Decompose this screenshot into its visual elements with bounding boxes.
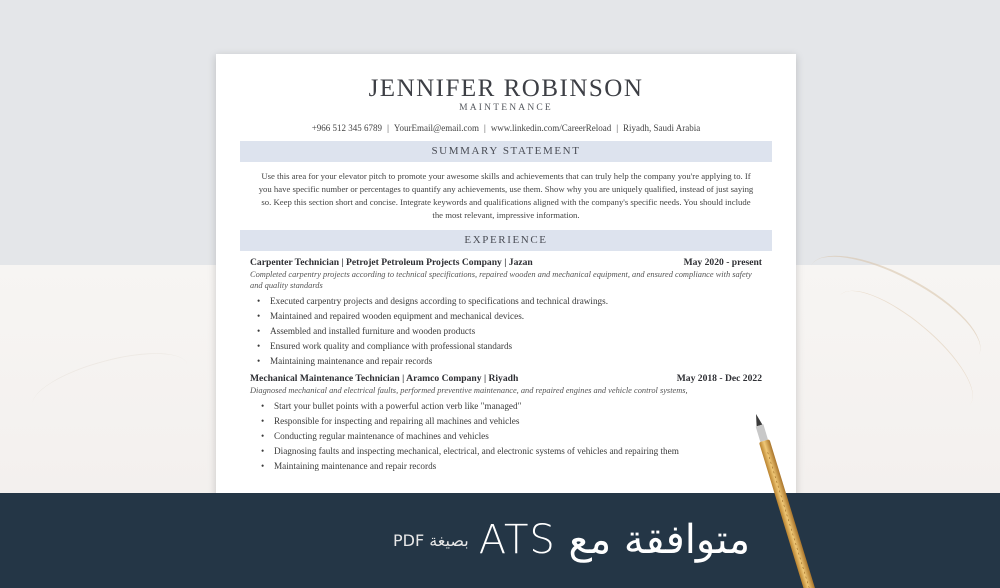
job-description: Completed carpentry projects according to technical specifications, repaired wooden and mechanical equipment, and ensured compliance with safety and quality standards xyxy=(250,270,752,290)
bullet-item: • Assembled and installed furniture and wooden products xyxy=(250,324,762,339)
contact-line xyxy=(240,123,772,133)
bullet-item: • Maintaining maintenance and repair records xyxy=(250,354,762,369)
banner-sub-text: بصيغة PDF xyxy=(392,530,469,550)
job-title: Mechanical Maintenance Technician | Aramco Company | Riyadh xyxy=(250,373,519,384)
job-description: Diagnosed mechanical and electrical faults, performed preventive maintenance, and repaired engines and vehicle control systems, xyxy=(250,386,688,395)
job-title: Carpenter Technician | Petrojet Petroleum Projects Company | Jazan xyxy=(250,257,533,268)
banner-text xyxy=(290,510,750,570)
summary-text: Use this area for your elevator pitch to promote your awesome skills and achievements that can truly help the company you're applying to. If you have specific number or percentages to quantify any achievements, use them. Show why you are uniquely qualified, instead of just saying so. Keep this section short and concise. Integrate keywords and qualifications aligned with the company's specific needs. You should include the most relevant, impressive information. xyxy=(258,171,754,220)
job-dates: May 2018 - Dec 2022 xyxy=(676,373,762,384)
resume-role: MAINTENANCE xyxy=(459,103,553,113)
banner-main-text: متوافقة مع ATS xyxy=(478,517,750,563)
summary-heading: SUMMARY STATEMENT xyxy=(240,141,772,162)
resume-page xyxy=(216,54,796,514)
job-bullets xyxy=(250,399,762,474)
contact-linkedin: www.linkedin.com/CareerReload xyxy=(490,123,612,133)
experience-heading: EXPERIENCE xyxy=(240,230,772,251)
bullet-item: • Maintained and repaired wooden equipment and mechanical devices. xyxy=(250,309,762,324)
job-dates: May 2020 - present xyxy=(683,257,762,268)
contact-separator: | xyxy=(484,123,486,133)
bullet-item: • Conducting regular maintenance of machines and vehicles xyxy=(254,429,762,444)
bullet-item: • Maintaining maintenance and repair records xyxy=(254,459,762,474)
bullet-item: • Start your bullet points with a powerful action verb like "managed" xyxy=(254,399,762,414)
contact-separator: | xyxy=(616,123,619,133)
contact-email: YourEmail@email.com xyxy=(393,123,479,133)
bullet-item: • Executed carpentry projects and designs according to specifications and technical drawings. xyxy=(250,294,762,309)
resume-name: JENNIFER ROBINSON xyxy=(368,75,644,102)
bullet-item: • Diagnosing faults and inspecting mechanical, electrical, and electronic systems of vehicles and repairing them xyxy=(254,444,762,459)
contact-location: Riyadh, Saudi Arabia xyxy=(623,123,701,133)
bullet-item: • Responsible for inspecting and repairing all machines and vehicles xyxy=(254,414,762,429)
contact-separator: | xyxy=(387,123,389,133)
contact-phone: +966 512 345 6789 xyxy=(311,123,383,133)
job-header xyxy=(250,373,762,384)
bullet-item: • Ensured work quality and compliance with professional standards xyxy=(250,339,762,354)
job-bullets xyxy=(250,294,762,369)
job-header xyxy=(250,257,762,268)
job-entry xyxy=(240,373,772,474)
job-entry xyxy=(240,257,772,369)
